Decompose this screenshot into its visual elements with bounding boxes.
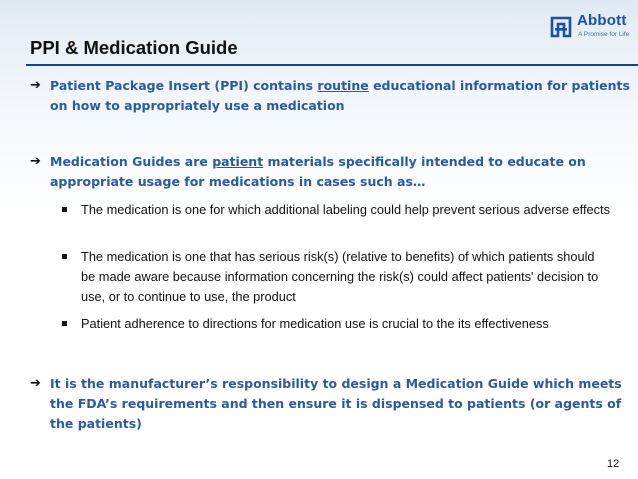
abbott-logo-icon [550,14,572,38]
page-number: 12 [607,458,620,470]
sub-bullet-adherence [62,314,612,334]
text-segment: educational information for patients on how to appropriately use a medication [50,78,630,113]
arrow-bullet-icon: ➔ [30,78,41,93]
main-bullet-text: It is the manufacturer’s responsibility to design a Medication Guide which meets the FDA’s requirements and then ensure it is dispensed to patients (or agents of the patients) [50,376,622,431]
sub-bullet-text: The medication is one for which additional labeling could help prevent serious adverse effects [81,202,611,217]
title-divider [26,64,638,66]
logo-tagline: A Promise for Life [578,31,630,38]
abbott-logo [550,10,630,50]
logo-name: Abbott [577,12,627,29]
square-bullet-icon [62,254,67,259]
underlined-text: routine [317,78,369,93]
text-segment: Patient Package Insert (PPI) contains [50,78,318,93]
main-bullet-medication-guides [30,152,630,192]
main-bullet-text [50,152,630,192]
arrow-bullet-icon: ➔ [30,154,41,169]
underlined-text: patient [212,154,264,169]
sub-bullet-text: Patient adherence to directions for medication use is crucial to the its effectiveness [81,316,549,331]
main-bullet-text [50,76,630,116]
sub-bullet-adverse-effects [62,200,612,220]
arrow-bullet-icon: ➔ [30,376,41,391]
square-bullet-icon [62,207,67,212]
sub-bullet-serious-risks [62,247,612,307]
text-segment: materials specifically intended to educate on appropriate usage for medications in cases such as… [50,154,586,189]
slide-title: PPI & Medication Guide [30,37,238,58]
square-bullet-icon [62,321,67,326]
main-bullet-ppi [30,76,630,116]
text-segment: Medication Guides are [50,154,213,169]
sub-bullet-text: The medication is one that has serious risk(s) (relative to benefits) of which patients should be made aware because information concerning the risk(s) could affect patients' decision to use, or to continue to use, the product [81,249,599,304]
main-bullet-manufacturer-responsibility [30,374,630,434]
